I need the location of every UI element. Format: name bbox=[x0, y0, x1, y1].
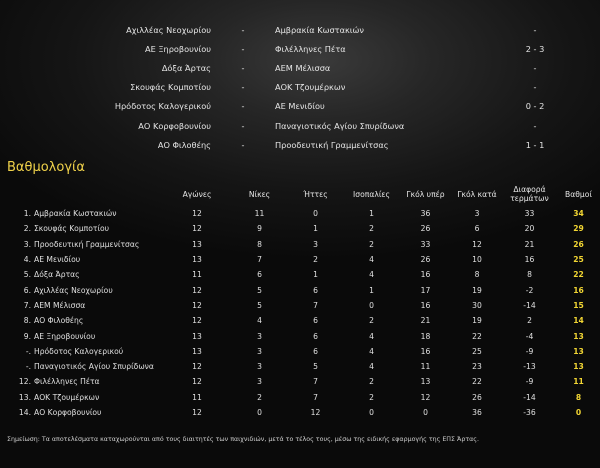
header-played: Αγώνες bbox=[182, 189, 212, 199]
header-goals-against: Γκόλ κατά bbox=[457, 189, 497, 199]
goals-for-cell: 21 bbox=[420, 316, 431, 326]
standings-row bbox=[0, 298, 600, 313]
points-cell: 15 bbox=[573, 300, 584, 310]
wins-cell: 8 bbox=[257, 239, 262, 249]
draws-cell: 1 bbox=[369, 285, 374, 295]
played-cell: 13 bbox=[192, 255, 202, 265]
losses-cell: 6 bbox=[313, 331, 318, 341]
losses-cell: 6 bbox=[313, 316, 318, 326]
team-cell: ΑΕ Μενιδίου bbox=[34, 255, 81, 265]
rank-cell: 13. bbox=[18, 392, 31, 402]
wins-cell: 9 bbox=[257, 224, 262, 234]
header-wins: Νίκες bbox=[248, 189, 271, 199]
header-goal-diff-line1: Διαφορά bbox=[513, 185, 546, 194]
match-score: - bbox=[533, 82, 537, 93]
played-cell: 13 bbox=[192, 239, 202, 249]
points-cell: 8 bbox=[575, 392, 582, 402]
match-separator: - bbox=[241, 62, 245, 73]
points-cell: 13 bbox=[573, 346, 584, 356]
played-cell: 13 bbox=[192, 346, 202, 356]
standings-title: Βαθμολογία bbox=[7, 160, 85, 175]
match-score: 0 - 2 bbox=[525, 101, 545, 112]
away-team: ΑΕΜ Μέλισσα bbox=[275, 62, 331, 73]
points-cell: 25 bbox=[573, 255, 584, 265]
match-score: - bbox=[533, 24, 537, 35]
wins-cell: 3 bbox=[257, 346, 262, 356]
wins-cell: 6 bbox=[257, 270, 262, 280]
standings-row bbox=[0, 405, 600, 420]
header-goals-for: Γκόλ υπέρ bbox=[406, 189, 445, 199]
wins-cell: 7 bbox=[257, 255, 262, 265]
goals-for-cell: 16 bbox=[420, 346, 431, 356]
team-cell: ΑΟ Φιλοθέης bbox=[34, 316, 84, 326]
draws-cell: 4 bbox=[369, 270, 374, 280]
goals-against-cell: 36 bbox=[472, 408, 482, 417]
points-cell: 22 bbox=[573, 270, 584, 280]
home-team: Ηρόδοτος Καλογερικού bbox=[114, 101, 211, 112]
draws-cell: 0 bbox=[369, 408, 374, 417]
home-team: ΑΕ Ξηροβουνίου bbox=[144, 43, 211, 54]
rank-cell: 7. bbox=[23, 300, 31, 310]
standings-row bbox=[0, 267, 600, 282]
standings-row bbox=[0, 282, 600, 297]
rank-cell: 9. bbox=[23, 331, 31, 341]
played-cell: 13 bbox=[192, 331, 202, 341]
standings-row bbox=[0, 252, 600, 267]
team-cell: Αχιλλέας Νεοχωρίου bbox=[34, 285, 113, 295]
away-team: Προοδευτική Γραμμενίτσας bbox=[275, 139, 389, 150]
played-cell: 12 bbox=[192, 408, 202, 417]
goals-for-cell: 12 bbox=[420, 392, 431, 402]
match-row bbox=[0, 135, 600, 154]
points-cell: 29 bbox=[573, 224, 584, 234]
team-cell: ΑΕ Ξηροβουνίου bbox=[34, 331, 96, 341]
losses-cell: 7 bbox=[313, 377, 318, 387]
goals-against-cell: 19 bbox=[472, 285, 482, 295]
played-cell: 12 bbox=[192, 285, 202, 295]
wins-cell: 5 bbox=[257, 300, 262, 310]
goal-diff-cell: -14 bbox=[523, 392, 536, 402]
losses-cell: 5 bbox=[313, 362, 318, 372]
standings-row bbox=[0, 328, 600, 343]
goals-against-cell: 8 bbox=[474, 270, 480, 280]
draws-cell: 4 bbox=[369, 331, 374, 341]
draws-cell: 4 bbox=[369, 255, 374, 265]
rank-cell: 14. bbox=[18, 408, 31, 417]
wins-cell: 4 bbox=[257, 316, 262, 326]
wins-cell: 3 bbox=[257, 331, 262, 341]
goal-diff-cell: 21 bbox=[524, 239, 535, 249]
draws-cell: 4 bbox=[369, 346, 374, 356]
played-cell: 12 bbox=[192, 300, 202, 310]
losses-cell: 1 bbox=[313, 270, 318, 280]
header-goal-diff bbox=[502, 182, 557, 206]
draws-cell: 2 bbox=[369, 316, 374, 326]
wins-cell: 2 bbox=[257, 392, 262, 402]
played-cell: 12 bbox=[192, 362, 202, 372]
match-separator: - bbox=[241, 43, 245, 54]
goals-for-cell: 13 bbox=[420, 377, 431, 387]
played-cell: 12 bbox=[192, 316, 202, 326]
team-cell: ΑΟΚ Τζουμέρκων bbox=[34, 392, 100, 402]
goals-against-cell: 30 bbox=[472, 300, 482, 310]
away-team: Φιλέλληνες Πέτα bbox=[275, 43, 346, 54]
goal-diff-cell: -9 bbox=[525, 377, 534, 387]
draws-cell: 1 bbox=[369, 209, 374, 219]
match-score: - bbox=[533, 62, 537, 73]
match-separator: - bbox=[241, 120, 245, 131]
losses-cell: 7 bbox=[313, 300, 318, 310]
match-score: 2 - 3 bbox=[525, 43, 545, 54]
played-cell: 12 bbox=[192, 209, 202, 219]
rank-cell: 6. bbox=[23, 285, 31, 295]
goals-against-cell: 22 bbox=[472, 377, 482, 387]
goal-diff-cell: -4 bbox=[525, 331, 534, 341]
team-cell: Φιλέλληνες Πέτα bbox=[34, 377, 100, 387]
points-cell: 11 bbox=[573, 377, 584, 387]
wins-cell: 11 bbox=[254, 209, 265, 219]
rank-cell: 5. bbox=[23, 270, 31, 280]
points-cell: 16 bbox=[573, 285, 584, 295]
goals-against-cell: 6 bbox=[474, 224, 480, 234]
points-cell: 26 bbox=[573, 239, 584, 249]
standings-table bbox=[0, 182, 600, 420]
team-cell: ΑΟ Κορφοβουνίου bbox=[34, 408, 102, 417]
losses-cell: 2 bbox=[313, 255, 318, 265]
rank-cell: 12. bbox=[18, 377, 31, 387]
rank-cell: 8. bbox=[23, 316, 31, 326]
goals-for-cell: 33 bbox=[420, 239, 431, 249]
match-score: 1 - 1 bbox=[525, 139, 545, 150]
rank-cell: -. bbox=[25, 362, 31, 372]
wins-cell: 0 bbox=[257, 408, 262, 417]
wins-cell: 5 bbox=[257, 285, 262, 295]
header-losses: Ήττες bbox=[303, 189, 328, 199]
points-cell: 34 bbox=[573, 209, 584, 219]
points-cell: 0 bbox=[575, 408, 582, 417]
standings-row bbox=[0, 237, 600, 252]
goals-against-cell: 12 bbox=[472, 239, 482, 249]
goal-diff-cell: -14 bbox=[523, 300, 536, 310]
match-separator: - bbox=[241, 139, 245, 150]
played-cell: 11 bbox=[192, 392, 202, 402]
header-goal-diff-line2: τερμάτων bbox=[510, 194, 549, 203]
away-team: ΑΕ Μενιδίου bbox=[275, 101, 325, 112]
standings-row bbox=[0, 390, 600, 405]
away-team: ΑΟΚ Τζουμέρκων bbox=[275, 82, 346, 93]
match-separator: - bbox=[241, 101, 245, 112]
home-team: Αχιλλέας Νεοχωρίου bbox=[126, 24, 211, 35]
rank-cell: -. bbox=[25, 346, 31, 356]
header-draws: Ισοπαλίες bbox=[353, 189, 390, 199]
match-separator: - bbox=[241, 82, 245, 93]
team-cell: Προοδευτική Γραμμενίτσας bbox=[34, 239, 140, 249]
goal-diff-cell: -9 bbox=[525, 346, 534, 356]
goals-for-cell: 11 bbox=[420, 362, 431, 372]
losses-cell: 7 bbox=[313, 392, 318, 402]
standings-row bbox=[0, 221, 600, 236]
match-row bbox=[0, 116, 600, 135]
wins-cell: 3 bbox=[257, 377, 262, 387]
home-team: Δόξα Άρτας bbox=[161, 62, 211, 73]
goals-for-cell: 26 bbox=[420, 224, 431, 234]
goals-against-cell: 3 bbox=[474, 209, 480, 219]
goals-for-cell: 17 bbox=[420, 285, 431, 295]
home-team: ΑΟ Φιλοθέης bbox=[157, 139, 211, 150]
played-cell: 12 bbox=[192, 377, 202, 387]
goals-for-cell: 26 bbox=[420, 255, 431, 265]
match-row bbox=[0, 39, 600, 58]
losses-cell: 3 bbox=[313, 239, 318, 249]
rank-cell: 1. bbox=[23, 209, 31, 219]
draws-cell: 2 bbox=[369, 377, 374, 387]
played-cell: 12 bbox=[192, 224, 202, 234]
goals-for-cell: 16 bbox=[420, 300, 431, 310]
away-team: Αμβρακία Κωστακιών bbox=[275, 24, 364, 35]
match-row bbox=[0, 97, 600, 116]
team-cell: Αμβρακία Κωστακιών bbox=[34, 209, 117, 219]
standings-row bbox=[0, 344, 600, 359]
goals-against-cell: 23 bbox=[472, 362, 482, 372]
standings-body bbox=[0, 206, 600, 420]
match-row bbox=[0, 20, 600, 39]
goal-diff-cell: -2 bbox=[525, 285, 534, 295]
draws-cell: 0 bbox=[369, 300, 374, 310]
goals-against-cell: 22 bbox=[472, 331, 482, 341]
team-cell: ΑΕΜ Μέλισσα bbox=[34, 300, 86, 310]
draws-cell: 2 bbox=[369, 392, 374, 402]
away-team: Παναγιοτικός Αγίου Σπυρίδωνα bbox=[275, 120, 405, 131]
goals-for-cell: 36 bbox=[420, 209, 431, 219]
goal-diff-cell: 2 bbox=[527, 316, 532, 326]
header-points: Βαθμοί bbox=[565, 189, 592, 199]
goal-diff-cell: 8 bbox=[527, 270, 532, 280]
points-cell: 14 bbox=[573, 316, 584, 326]
goal-diff-cell: -13 bbox=[523, 362, 536, 372]
losses-cell: 6 bbox=[313, 285, 318, 295]
match-row bbox=[0, 78, 600, 97]
draws-cell: 2 bbox=[369, 239, 374, 249]
standings-row bbox=[0, 206, 600, 221]
goal-diff-cell: -36 bbox=[523, 408, 536, 417]
draws-cell: 2 bbox=[369, 224, 374, 234]
team-cell: Παναγιοτικός Αγίου Σπυρίδωνα bbox=[34, 362, 154, 372]
goals-against-cell: 19 bbox=[472, 316, 482, 326]
rank-cell: 2. bbox=[23, 224, 31, 234]
team-cell: Σκουφάς Κομποτίου bbox=[34, 224, 110, 234]
points-cell: 13 bbox=[573, 331, 584, 341]
losses-cell: 12 bbox=[310, 408, 321, 417]
header-rank bbox=[0, 182, 34, 206]
header-team bbox=[34, 182, 162, 206]
match-row bbox=[0, 58, 600, 77]
standings-row bbox=[0, 359, 600, 374]
goal-diff-cell: 20 bbox=[524, 224, 535, 234]
goals-against-cell: 25 bbox=[472, 346, 482, 356]
points-cell: 13 bbox=[573, 362, 584, 372]
rank-cell: 4. bbox=[23, 255, 31, 265]
goal-diff-cell: 33 bbox=[524, 209, 535, 219]
match-score: - bbox=[533, 120, 537, 131]
standings-row bbox=[0, 313, 600, 328]
goals-for-cell: 0 bbox=[423, 408, 428, 417]
losses-cell: 1 bbox=[313, 224, 318, 234]
match-separator: - bbox=[241, 24, 245, 35]
standings-row bbox=[0, 374, 600, 389]
goal-diff-cell: 16 bbox=[524, 255, 535, 265]
losses-cell: 0 bbox=[313, 209, 318, 219]
home-team: ΑΟ Κορφοβουνίου bbox=[138, 120, 211, 131]
goals-for-cell: 18 bbox=[420, 331, 431, 341]
losses-cell: 6 bbox=[313, 346, 318, 356]
footnote: Σημείωση: Τα αποτελέσματα καταχωρούνται από τους διαιτητές των παιχνιδιών, μετά το τέλος τους, μέσω της ειδικής εφαρμογής της ΕΠΣ Άρτας. bbox=[7, 436, 480, 443]
standings-header-row bbox=[0, 182, 600, 206]
team-cell: Ηρόδοτος Καλογερικού bbox=[34, 346, 124, 356]
goals-against-cell: 26 bbox=[472, 392, 482, 402]
played-cell: 11 bbox=[192, 270, 202, 280]
wins-cell: 3 bbox=[257, 362, 262, 372]
match-results bbox=[0, 20, 600, 154]
home-team: Σκουφάς Κομποτίου bbox=[130, 82, 211, 93]
goals-for-cell: 16 bbox=[420, 270, 431, 280]
goals-against-cell: 10 bbox=[472, 255, 482, 265]
draws-cell: 4 bbox=[369, 362, 374, 372]
rank-cell: 3. bbox=[23, 239, 31, 249]
team-cell: Δόξα Άρτας bbox=[34, 270, 80, 280]
